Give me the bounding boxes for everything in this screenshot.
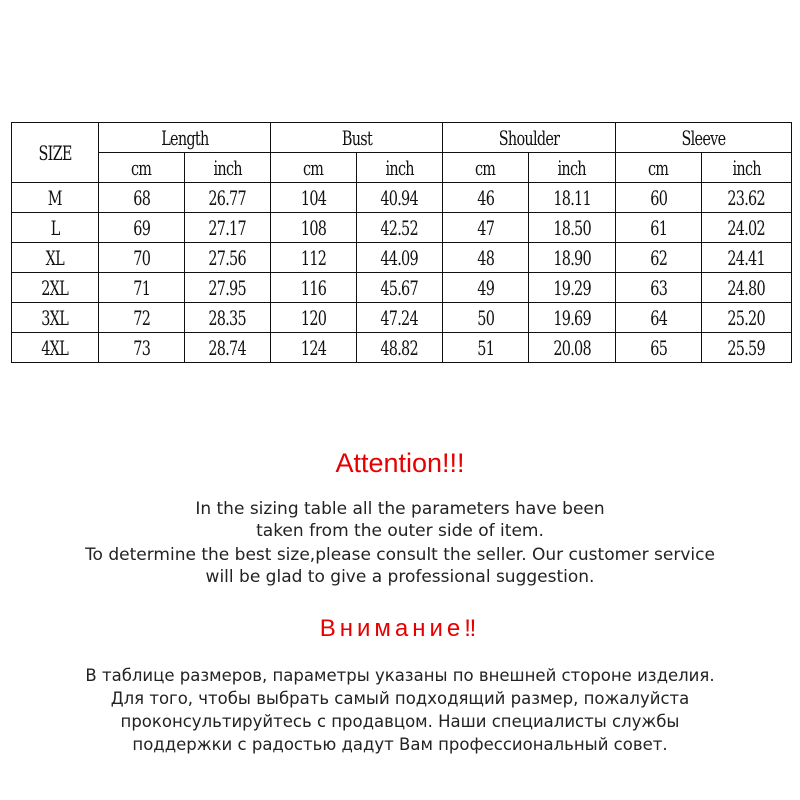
table-row <box>12 183 792 213</box>
notice-line: To determine the best size,please consult the seller. Our customer service <box>85 545 715 565</box>
table-cell: 116 <box>271 273 357 303</box>
table-cell: 18.90 <box>529 243 616 273</box>
size-label-cell: M <box>12 183 99 213</box>
table-row <box>12 243 792 273</box>
table-row <box>12 273 792 303</box>
table-cell: 61 <box>616 213 702 243</box>
table-cell: 45.67 <box>357 273 443 303</box>
table-cell: 27.17 <box>185 213 271 243</box>
table-cell: 40.94 <box>357 183 443 213</box>
table-cell: 104 <box>271 183 357 213</box>
table-cell: 69 <box>99 213 185 243</box>
table-cell: 72 <box>99 303 185 333</box>
table-cell: 68 <box>99 183 185 213</box>
table-cell: 24.80 <box>702 273 792 303</box>
table-row <box>12 333 792 363</box>
table-cell: 18.50 <box>529 213 616 243</box>
table-cell: 108 <box>271 213 357 243</box>
table-cell: 44.09 <box>357 243 443 273</box>
group-header-sleeve: Sleeve <box>616 123 792 153</box>
table-cell: 28.74 <box>185 333 271 363</box>
notice-text-en-1 <box>0 498 800 542</box>
table-cell: 47.24 <box>357 303 443 333</box>
table-cell: 28.35 <box>185 303 271 333</box>
table-cell: 47 <box>443 213 529 243</box>
size-label-cell: 2XL <box>12 273 99 303</box>
table-cell: 24.02 <box>702 213 792 243</box>
notice-line: will be glad to give a professional suggestion. <box>205 567 595 587</box>
table-cell: 27.56 <box>185 243 271 273</box>
table-cell: 73 <box>99 333 185 363</box>
table-cell: 48 <box>443 243 529 273</box>
table-cell: 65 <box>616 333 702 363</box>
table-cell: 50 <box>443 303 529 333</box>
table-cell: 19.29 <box>529 273 616 303</box>
table-cell: 25.20 <box>702 303 792 333</box>
table-cell: 48.82 <box>357 333 443 363</box>
attention-title-ru: Внимание‼ <box>319 615 481 642</box>
group-header-length: Length <box>99 123 271 153</box>
table-cell: 27.95 <box>185 273 271 303</box>
unit-header: inch <box>702 153 792 183</box>
notice-line: taken from the outer side of item. <box>256 521 544 541</box>
table-cell: 46 <box>443 183 529 213</box>
table-row <box>12 303 792 333</box>
notice-line: проконсультируйтесь с продавцом. Наши специалисты службы <box>120 712 680 731</box>
table-cell: 112 <box>271 243 357 273</box>
size-label-cell: XL <box>12 243 99 273</box>
notice-line: В таблице размеров, параметры указаны по внешней стороне изделия. <box>85 666 715 685</box>
notice-line: поддержки с радостью дадут Вам профессиональный совет. <box>132 735 668 754</box>
table-body <box>12 183 792 363</box>
table-cell: 120 <box>271 303 357 333</box>
group-header-shoulder: Shoulder <box>443 123 616 153</box>
size-label-cell: 3XL <box>12 303 99 333</box>
notice-text-en-2 <box>0 544 800 588</box>
notice-text-ru <box>0 664 800 756</box>
table-row <box>12 213 792 243</box>
table-cell: 62 <box>616 243 702 273</box>
table-cell: 18.11 <box>529 183 616 213</box>
notice-line: In the sizing table all the parameters have been <box>195 499 605 519</box>
size-label-cell: 4XL <box>12 333 99 363</box>
table-cell: 60 <box>616 183 702 213</box>
unit-header: cm <box>616 153 702 183</box>
unit-header: inch <box>357 153 443 183</box>
unit-header: cm <box>271 153 357 183</box>
size-header: SIZE <box>12 123 99 183</box>
size-label-cell: L <box>12 213 99 243</box>
table-cell: 25.59 <box>702 333 792 363</box>
table-cell: 19.69 <box>529 303 616 333</box>
table-cell: 26.77 <box>185 183 271 213</box>
size-chart-table <box>11 122 792 363</box>
unit-header: cm <box>443 153 529 183</box>
table-cell: 70 <box>99 243 185 273</box>
unit-header: inch <box>185 153 271 183</box>
table-cell: 49 <box>443 273 529 303</box>
unit-header: inch <box>529 153 616 183</box>
table-cell: 20.08 <box>529 333 616 363</box>
unit-header: cm <box>99 153 185 183</box>
table-cell: 23.62 <box>702 183 792 213</box>
table-cell: 63 <box>616 273 702 303</box>
table-cell: 124 <box>271 333 357 363</box>
table-cell: 51 <box>443 333 529 363</box>
notice-line: Для того, чтобы выбрать самый подходящий размер, пожалуйста <box>110 689 690 708</box>
table-cell: 64 <box>616 303 702 333</box>
table-cell: 71 <box>99 273 185 303</box>
table-cell: 24.41 <box>702 243 792 273</box>
group-header-bust: Bust <box>271 123 443 153</box>
table-cell: 42.52 <box>357 213 443 243</box>
attention-title-en: Attention!!! <box>335 448 465 478</box>
